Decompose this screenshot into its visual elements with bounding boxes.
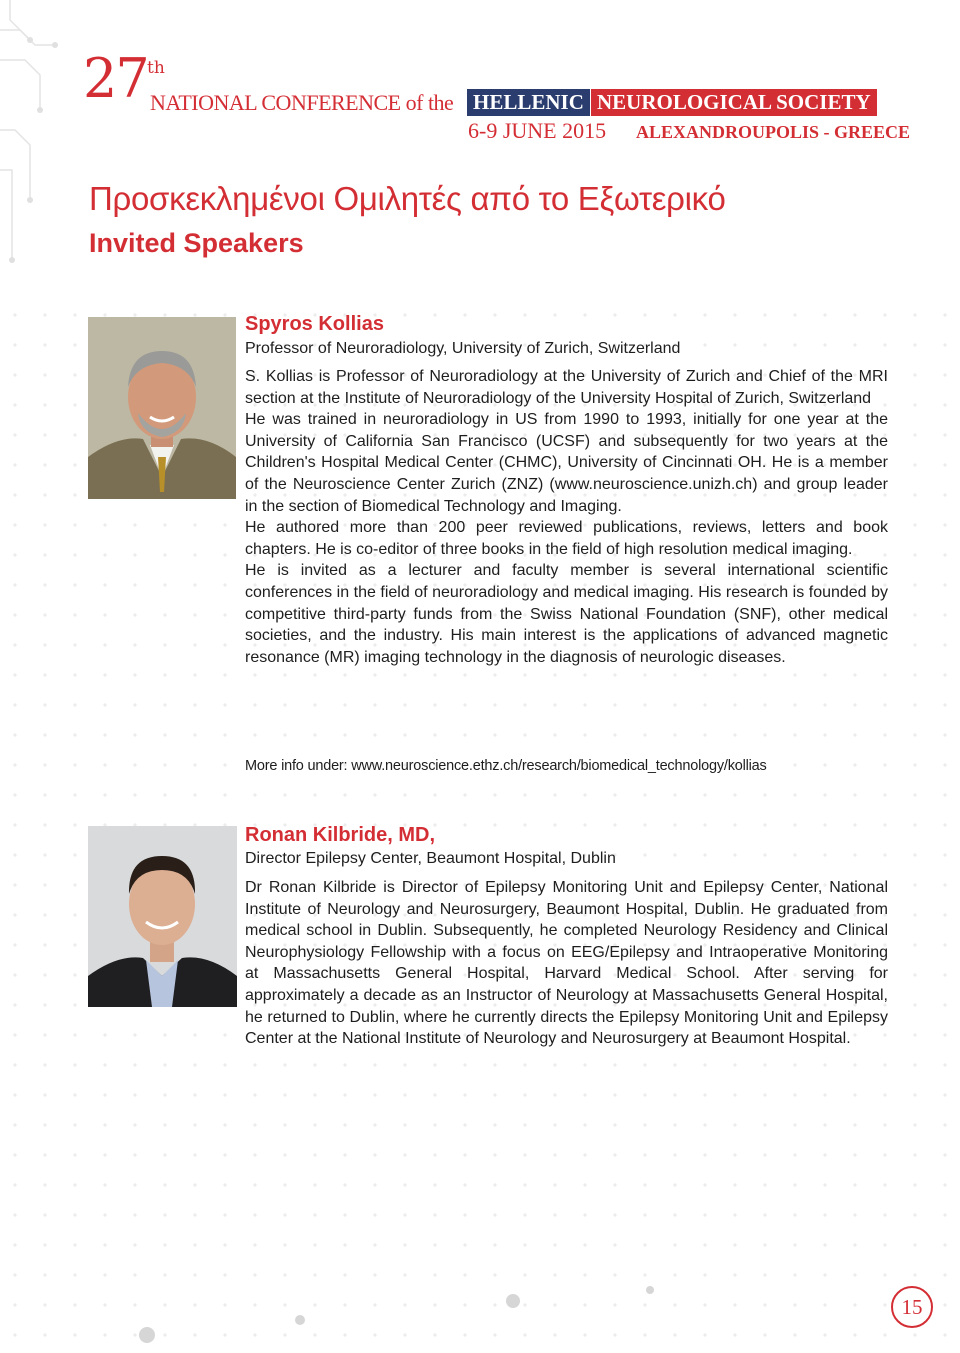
section-title-greek: Προσκεκλημένοι Ομιλητές από το Εξωτερικό <box>89 180 726 217</box>
bio-paragraph: He authored more than 200 peer reviewed publications, reviews, letters and book chapters. He is co-editor of three books in the field of high resolution medical imaging. <box>245 519 888 558</box>
speaker-bio <box>245 366 888 668</box>
society-label: NEUROLOGICAL SOCIETY <box>591 89 877 116</box>
bio-paragraph: He is invited as a lecturer and faculty member is several international scientific conferences in the field of neuroradiology and medical imaging. His research is founded by competitive third-party funds from the Swiss National Foundation (SNF), other medical societies, and the industry. His main interest is the applications of advanced magnetic resonance (MR) imaging technology in the diagnosis of neurologic diseases. <box>245 562 888 666</box>
hellenic-label: HELLENIC <box>467 89 590 116</box>
conference-title: NATIONAL CONFERENCE of the <box>150 90 454 115</box>
speaker-photo-kollias <box>88 317 236 499</box>
conference-number-suffix: th <box>147 58 165 78</box>
bio-paragraph: Dr Ronan Kilbride is Director of Epilepsy Monitoring Unit and Epilepsy Center, National Institute of Neurology and Neurosurgery, Beaumont Hospital, Dublin. He graduated from medical school in Dublin. Subsequently, he completed Neurology Residency and Clinical Neurophysiology Fellowship with a focus on EEG/Epilepsy and Intraoperative Monitoring at Massachusetts General Hospital, Harvard Medical School. After serving for approximately a decade as an Instructor of Neurology at Massachusetts General Hospital, he returned to Dublin, where he currently directs the Epilepsy Monitoring Unit and Epilepsy Center at the National Institute of Neurology and Neurosurgery at Beaumont Hospital. <box>245 879 888 1048</box>
speaker-name: Spyros Kollias <box>245 313 384 335</box>
speaker-role: Professor of Neuroradiology, University of Zurich, Switzerland <box>245 340 681 357</box>
bio-paragraph: He was trained in neuroradiology in US from 1990 to 1993, initially for one year at the University of California San Francisco (UCSF) and subsequently for two years at the Children's Hospital Medical Center (CHMC), University of Cincinnati OH. He is a member of the Neuroscience Center Zurich (ZNZ) (www.neuroscience.unizh.ch) and group leader in the section of Biomedical Technology and Imaging. <box>245 411 888 515</box>
speaker-bio <box>245 877 888 1050</box>
speaker-name: Ronan Kilbride, MD, <box>245 824 435 846</box>
conference-dates: 6-9 JUNE 2015 <box>468 118 607 143</box>
conference-location: ALEXANDROUPOLIS - GREECE <box>636 122 911 142</box>
speaker-role: Director Epilepsy Center, Beaumont Hospital, Dublin <box>245 850 616 867</box>
section-title-english: Invited Speakers <box>89 228 304 258</box>
speaker-photo-kilbride <box>88 826 237 1007</box>
page-number: 15 <box>891 1286 933 1328</box>
more-info-link[interactable]: More info under: www.neuroscience.ethz.ch/research/biomedical_technology/kollias <box>245 758 767 774</box>
conference-number: 27 <box>83 47 148 110</box>
bio-paragraph: S. Kollias is Professor of Neuroradiology at the University of Zurich and Chief of the MRI section at the Institute of Neuroradiology of the University Hospital of Zurich, Switzerland <box>245 368 888 407</box>
